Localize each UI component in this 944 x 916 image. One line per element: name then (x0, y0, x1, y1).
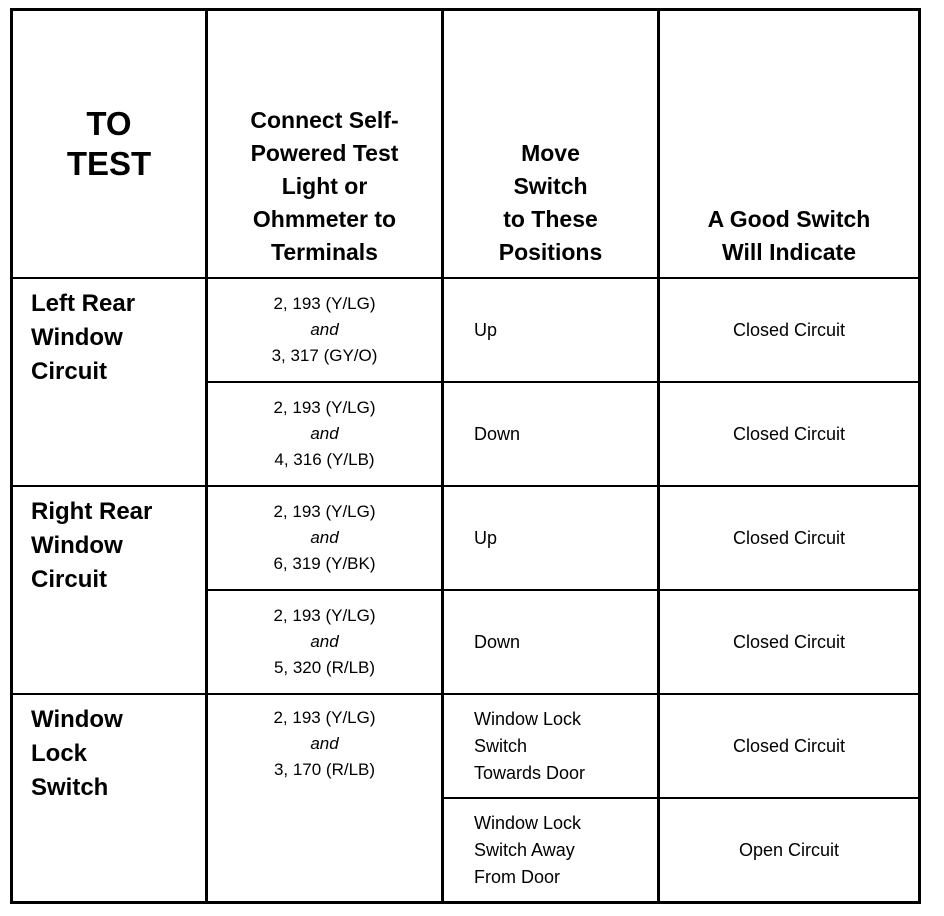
header-positions-line: Positions (498, 239, 603, 265)
header-terminals-line: Powered Test (250, 140, 399, 166)
switch-test-table (10, 8, 921, 904)
header-positions-line: Move (521, 140, 580, 166)
position-cell (444, 591, 657, 693)
group-label-line: Circuit (31, 358, 108, 385)
position-cell (444, 279, 657, 381)
header-terminals-line: Ohmmeter to (252, 206, 397, 232)
group-label-line: Window (31, 706, 123, 733)
terminal-value: 2, 193 (Y/LG) (273, 294, 376, 313)
header-indicate-line: Will Indicate (722, 239, 856, 265)
group-right-rear-window-circuit (13, 487, 205, 693)
group-window-lock-switch (13, 695, 205, 901)
header-positions-line: Switch (513, 173, 588, 199)
and-connector: and (310, 734, 339, 753)
header-terminals-line: Terminals (271, 239, 378, 265)
header-terminals-line: Connect Self- (250, 107, 399, 133)
header-terminals-line: Light or (281, 173, 368, 199)
and-connector: and (310, 528, 339, 547)
terminal-value: 2, 193 (Y/LG) (273, 606, 376, 625)
position-text: Up (474, 527, 498, 548)
group-label-line: Window (31, 532, 123, 559)
group-label-line: Switch (31, 774, 109, 801)
result-text: Open Circuit (738, 839, 840, 860)
header-indicate-line: A Good Switch (707, 206, 871, 232)
position-text: Switch (474, 735, 528, 756)
position-text: Down (474, 631, 521, 652)
group-label-line: Lock (31, 740, 88, 767)
and-connector: and (310, 424, 339, 443)
header-positions-line: to These (503, 206, 598, 232)
result-cell (660, 279, 918, 381)
result-cell (660, 591, 918, 693)
header-to-test-line: TO (86, 105, 132, 142)
group-label-line: Window (31, 324, 123, 351)
group-label-line: Left Rear (31, 290, 136, 317)
result-cell (660, 799, 918, 901)
group-label-line: Circuit (31, 566, 108, 593)
position-text: Window Lock (474, 812, 582, 833)
result-cell (660, 487, 918, 589)
header-to-test (13, 11, 205, 277)
terminals-cell (208, 695, 441, 797)
position-text: Down (474, 423, 521, 444)
result-cell (660, 383, 918, 485)
terminal-value: 2, 193 (Y/LG) (273, 398, 376, 417)
result-text: Closed Circuit (732, 631, 846, 652)
and-connector: and (310, 320, 339, 339)
position-text: Window Lock (474, 708, 582, 729)
position-cell (444, 383, 657, 485)
group-left-rear-window-circuit (13, 279, 205, 485)
terminal-value: 3, 317 (GY/O) (271, 346, 378, 365)
terminal-value: 6, 319 (Y/BK) (273, 554, 376, 573)
position-text: From Door (474, 866, 561, 887)
terminals-cell (208, 591, 441, 693)
terminal-value: 3, 170 (R/LB) (273, 760, 376, 779)
position-cell (444, 695, 657, 797)
terminal-value: 5, 320 (R/LB) (273, 658, 376, 677)
terminal-value: 4, 316 (Y/LB) (274, 450, 375, 469)
header-to-test-line: TEST (66, 145, 152, 182)
result-text: Closed Circuit (732, 735, 846, 756)
terminal-value: 2, 193 (Y/LG) (273, 708, 376, 727)
terminal-value: 2, 193 (Y/LG) (273, 502, 376, 521)
header-terminals (208, 11, 441, 277)
position-text: Up (474, 319, 498, 340)
and-connector: and (310, 632, 339, 651)
header-indicate (660, 11, 918, 277)
result-text: Closed Circuit (732, 319, 846, 340)
result-text: Closed Circuit (732, 527, 846, 548)
terminals-cell (208, 487, 441, 589)
position-cell (444, 487, 657, 589)
position-cell (444, 799, 657, 901)
group-label-line: Right Rear (31, 498, 153, 525)
header-positions (444, 11, 657, 277)
result-text: Closed Circuit (732, 423, 846, 444)
position-text: Switch Away (474, 839, 575, 860)
terminals-cell (208, 383, 441, 485)
position-text: Towards Door (474, 762, 586, 783)
result-cell (660, 695, 918, 797)
terminals-cell (208, 279, 441, 381)
